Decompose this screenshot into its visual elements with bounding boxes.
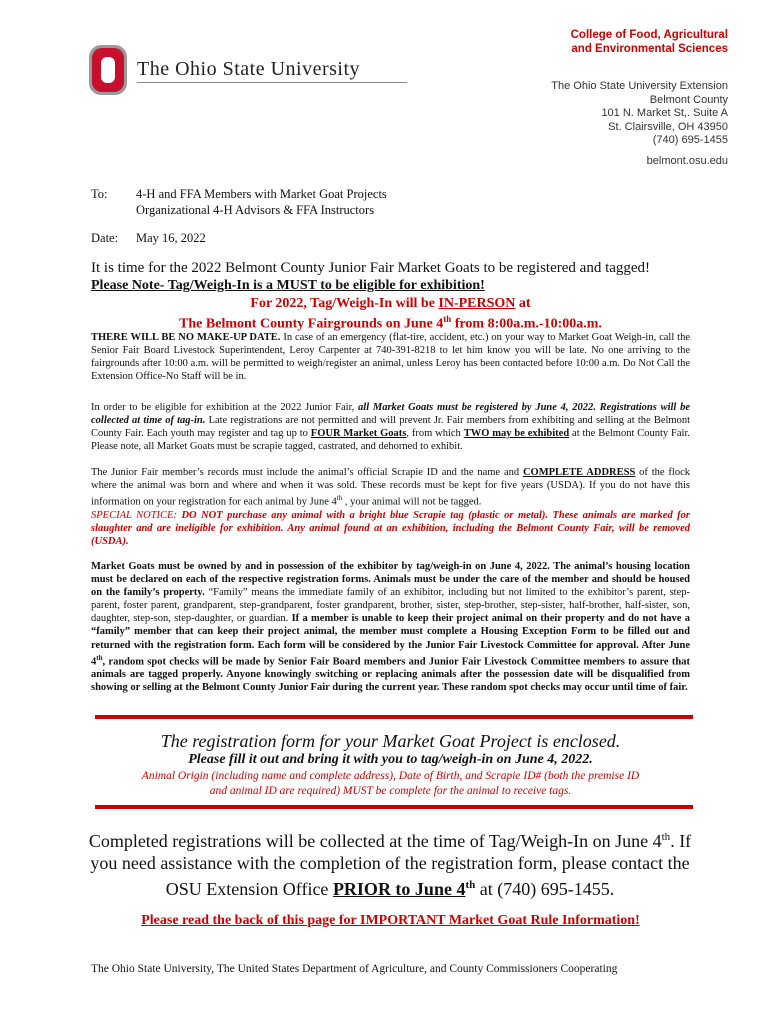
superscript: th [465, 879, 476, 891]
special-notice-text: DO NOT purchase any animal with a bright blue Scrapie tag (plastic or metal). These animals are marked for slaughter and are ineligible for exhibition. Any animal found at an exhibition, including the Belmont County Fair, will be removed (USDA). [91, 509, 691, 547]
college-line-1: College of Food, Agricultural [570, 29, 728, 41]
special-notice-label: SPECIAL NOTICE: [91, 509, 177, 521]
closing-text: Completed registrations will be collected at the time of Tag/Weigh-In on June 4 [88, 831, 662, 851]
in-person-notice [91, 296, 690, 312]
closing-line-3 [60, 874, 720, 900]
spot-check-rule: , random spot checks will be made by Senior Fair Board members and Junior Fair Livestock Committee members to assure that animals are tagged properly. Anyone knowingly switching or replacing animals after the possession date will be disqualified from showing or selling at the Belmont County Junior Fair during the current year. These random spot checks may occur until time of fair. [91, 656, 690, 694]
address-phone: (740) 695-1455 [652, 134, 728, 147]
makeup-paragraph [91, 331, 690, 383]
closing-text: . If [670, 831, 692, 851]
superscript: th [336, 494, 343, 503]
enclosed-title: The registration form for your Market Goat Project is enclosed. [160, 731, 621, 751]
closing-paragraph [60, 826, 720, 900]
back-page-notice: Please read the back of this page for IMPORTANT Market Goat Rule Information! [141, 913, 640, 928]
divider-top [95, 715, 693, 719]
address-line: St. Clairsville, OH 43950 [608, 120, 728, 133]
eligibility-text: , from which [406, 428, 464, 440]
required-info-line-1: Animal Origin (including name and complete address), Date of Birth, and Scrapie ID# (both the premise ID [141, 770, 640, 782]
records-text: The Junior Fair member’s records must include the animal’s official Scrapie ID and the name and [91, 467, 523, 478]
required-info-line-2: and animal ID are required) MUST be complete for the animal to receive tags. [209, 785, 572, 797]
college-name [468, 28, 728, 56]
eligibility-text: In order to be eligible for exhibition at the 2022 Junior Fair, [91, 402, 359, 413]
four-goats-limit: FOUR Market Goats [310, 428, 407, 440]
in-person-emphasis: IN-PERSON [438, 296, 516, 311]
address-line: Belmont County [649, 93, 728, 106]
in-person-text-end: at [515, 296, 531, 311]
closing-text: OSU Extension Office [165, 879, 333, 899]
to-line-2: Organizational 4-H Advisors & FFA Instructors [136, 203, 375, 217]
complete-address-emphasis: COMPLETE ADDRESS [522, 467, 636, 478]
eligibility-text: Late registrations are not permitted and will prevent Jr. Fair members from exhibiting and selling at the Belmont County Fair. Each youth may register and tag up to [91, 415, 691, 440]
housing-exception-rule: If a member is unable to keep their project animal on their property and do not have a “family” member that can keep their project animal, the member must complete a Housing Exception Form to be filled out and returned with the registration form. Each form will be considered by the Junior Fair Livestock Committee for approval. After June 4 [91, 613, 690, 668]
prior-to-date: PRIOR to June 4 [332, 879, 466, 899]
osu-block-o-logo [88, 44, 128, 96]
bring-form-note: Please fill it out and bring it with you to tag/weigh-in on June 4, 2022. [188, 752, 593, 767]
closing-line-2: you need assistance with the completion of the registration form, please contact the [90, 853, 690, 873]
university-name: The Ohio State University [137, 58, 361, 80]
location-notice [91, 314, 690, 333]
eligibility-text: at the Belmont County Fair. Please note, all Market Goats must be scrapie tagged, castrated, and dehorned to exhibit. [91, 428, 691, 453]
address-line: 101 N. Market St,. Suite A [601, 107, 728, 120]
housing-paragraph [91, 560, 690, 694]
two-exhibited-limit: TWO may be exhibited [463, 428, 570, 440]
in-person-text: For 2022, Tag/Weigh-In will be [250, 296, 439, 311]
registration-deadline: all Market Goats must be registered by June 4, 2022. Registrations will be collected at time of tag-in. [91, 402, 690, 427]
extension-address [428, 80, 728, 148]
footer-cooperating: The Ohio State University, The United States Department of Agriculture, and County Commissioners Cooperating [91, 963, 618, 975]
superscript: th [661, 831, 671, 843]
no-makeup-emphasis: THERE WILL BE NO MAKE-UP DATE. [91, 332, 281, 343]
superscript: th [443, 314, 452, 324]
to-line-1: 4-H and FFA Members with Market Goat Projects [136, 187, 387, 201]
to-label: To: [91, 187, 108, 201]
closing-line-1 [60, 826, 720, 852]
makeup-text: In case of an emergency (flat-tire, accident, etc.) on your way to Market Goat Weigh-in, call the Senior Fair Board Livestock Superintendent, Leroy Carpenter at 740-391-8218 to let him know you will be late. No one arriving to the fairgrounds after 10:00 a.m. will be permitted to weigh/register an animal, unless Leroy has been contacted before 10:00 a.m. Do Not Call the Extension Office-No Staff will be in. [91, 332, 690, 383]
location-text: The Belmont County Fairgrounds on June 4 [179, 316, 444, 332]
website-link[interactable]: belmont.osu.edu [646, 155, 728, 167]
records-text: of the flock where the animal was born and where and when it was sold. These records must be kept for five years (USDA). If you do not have this information on your registration for each animal by June 4 [91, 467, 690, 508]
date-label: Date: [91, 231, 119, 245]
records-paragraph [91, 466, 690, 548]
closing-phone: at (740) 695-1455. [475, 879, 615, 899]
intro-line: It is time for the 2022 Belmont County Junior Fair Market Goats to be registered and tagged! [91, 260, 651, 276]
divider-bottom [95, 805, 693, 809]
ownership-rule: Market Goats must be owned by and in possession of the exhibitor by tag/weigh-in on June 4, 2022. The animal’s housing location must be declared on each of the respective registration forms. Animals must be under the care of the member and should be housed on the family’s property. [91, 561, 690, 599]
college-line-2: and Environmental Sciences [571, 43, 728, 55]
must-note: Please Note- Tag/Weigh-In is a MUST to be eligible for exhibition! [91, 278, 485, 293]
location-time: from 8:00a.m.-10:00a.m. [451, 316, 602, 332]
eligibility-paragraph [91, 401, 690, 453]
family-definition: “Family” means the immediate family of an exhibitor, including but not limited to the exhibitor’s parent, step-parent, foster parent, grandparent, step-grandparent, foster grandparent, brother, sister, step-brother, step-sister, half-brother, half-sister, son, daughter, step-son, step-daughter, or guardian. [91, 587, 691, 625]
memo-date: May 16, 2022 [136, 231, 206, 245]
superscript: th [96, 653, 103, 662]
address-line: The Ohio State University Extension [551, 80, 728, 92]
logo-rule [137, 82, 407, 83]
records-text: , your animal will not be tagged. [342, 496, 482, 508]
